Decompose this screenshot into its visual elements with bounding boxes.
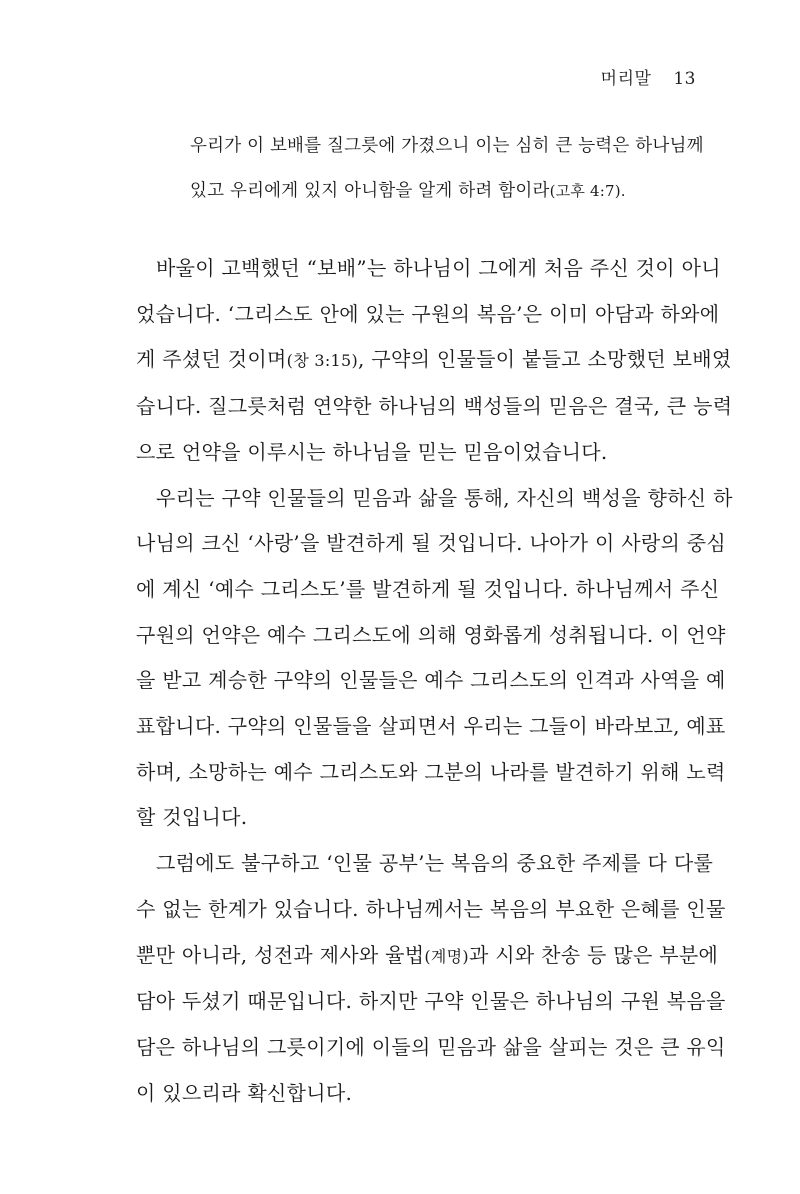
text-line: 담은 하나님의 그릇이기에 이들의 믿음과 삶을 살피는 것은 큰 유익 bbox=[136, 1034, 726, 1059]
text-line: 수 없는 한계가 있습니다. 하나님께서는 복음의 부요한 은혜를 인물 bbox=[136, 896, 726, 921]
text-line bbox=[136, 933, 719, 980]
running-head bbox=[601, 64, 696, 89]
text-line: 었습니다. ‘그리스도 안에 있는 구원의 복음’은 이미 아담과 하와에 bbox=[136, 301, 720, 326]
text-line: 할 것입니다. bbox=[136, 805, 248, 830]
section-title: 머리말 bbox=[600, 69, 652, 89]
text-line: 구원의 언약은 예수 그리스도에 의해 영화롭게 성취됩니다. 이 언약 bbox=[136, 622, 726, 647]
text-segment: 게 주셨던 것이며 bbox=[136, 347, 287, 372]
paragraph bbox=[136, 841, 726, 1116]
text-line: 하며, 소망하는 예수 그리스도와 그분의 나라를 발견하기 위해 노력 bbox=[136, 759, 726, 784]
text-line: 이 있으리라 확신합니다. bbox=[136, 1080, 353, 1105]
quote-line: 우리가 이 보배를 질그릇에 가졌으니 이는 심히 큰 능력은 하나님께 bbox=[190, 136, 704, 156]
bible-reference: (창 3:15) bbox=[286, 351, 359, 371]
text-line: 바울이 고백했던 “보배”는 하나님이 그에게 처음 주신 것이 아니 bbox=[156, 256, 721, 280]
paragraph bbox=[136, 476, 733, 842]
text-segment: 뿐만 아니라, 성전과 제사와 율법 bbox=[136, 942, 425, 967]
text-line: 으로 언약을 이루시는 하나님을 믿는 믿음이었습니다. bbox=[136, 439, 608, 464]
text-line: 표합니다. 구약의 인물들을 살피면서 우리는 그들이 바라보고, 예표 bbox=[136, 714, 726, 739]
text-line: 우리는 구약 인물들의 믿음과 삶을 통해, 자신의 백성을 향하신 하 bbox=[156, 485, 733, 510]
quote-line bbox=[190, 169, 710, 214]
quote-line-text: 있고 우리에게 있지 아니함을 알게 하려 함이라 bbox=[190, 181, 550, 201]
text-line: 에 계신 ‘예수 그리스도’를 발견하게 될 것입니다. 하나님께서 주신 bbox=[136, 576, 720, 601]
paragraph bbox=[136, 246, 733, 476]
text-line: 을 받고 계승한 구약의 인물들은 예수 그리스도의 인격과 사역을 예 bbox=[136, 668, 726, 693]
text-line: 그럼에도 불구하고 ‘인물 공부’는 복음의 중요한 주제를 다 다룰 bbox=[156, 851, 714, 876]
text-line: 습니다. 질그릇처럼 연약한 하나님의 백성들의 믿음은 결국, 큰 능력 bbox=[136, 394, 733, 419]
text-line bbox=[136, 337, 732, 384]
text-line: 담아 두셨기 때문입니다. 하지만 구약 인물은 하나님의 구원 복음을 bbox=[136, 989, 726, 1014]
text-line: 나님의 크신 ‘사랑’을 발견하게 될 것입니다. 나아가 이 사랑의 중심 bbox=[136, 531, 727, 556]
page-number: 13 bbox=[673, 69, 696, 89]
scripture-quote bbox=[190, 124, 710, 214]
quote-reference: (고후 4:7). bbox=[549, 182, 626, 200]
text-segment: , 구약의 인물들이 붙들고 소망했던 보배였 bbox=[358, 347, 732, 372]
body-text bbox=[136, 246, 733, 1116]
text-segment: 과 시와 찬송 등 많은 부분에 bbox=[468, 942, 719, 967]
parenthetical-note: (계명) bbox=[424, 946, 469, 966]
